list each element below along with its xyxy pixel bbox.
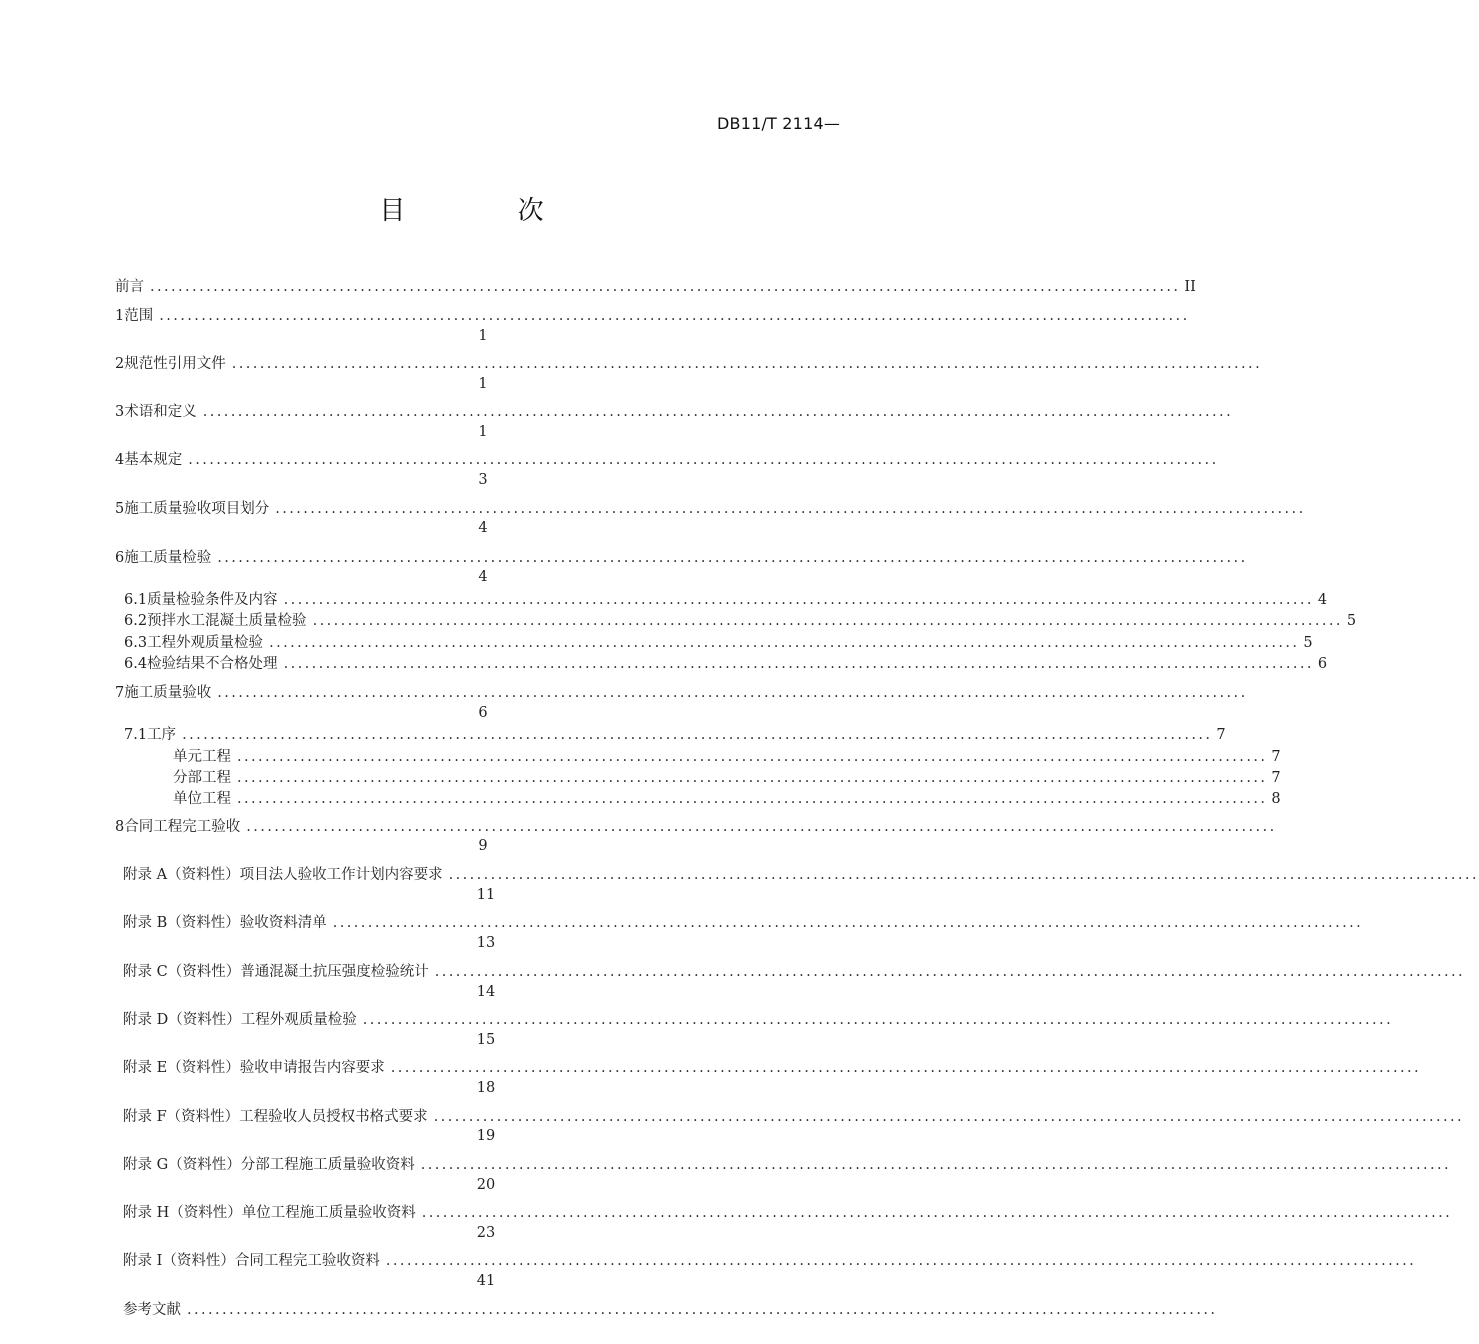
leader-dots: ................................................................................................................................................... — [332, 915, 1364, 931]
leader-dots: ................................................................................................................................................... — [217, 685, 1248, 701]
toc-label: 工序 — [147, 727, 177, 743]
toc-label: 普通混凝土抗压强度检验统计 — [240, 964, 429, 980]
toc-number: 7 — [115, 685, 125, 701]
toc-label: 工程验收人员授权书格式要求 — [239, 1109, 428, 1125]
toc-page-number: 7 — [1271, 749, 1281, 765]
toc-number: 7.1 — [124, 727, 148, 743]
toc-label: 单位工程施工质量验收资料 — [241, 1205, 416, 1221]
toc-entry-appendix-b[interactable] — [123, 913, 1364, 933]
toc-number: 6.2 — [124, 613, 148, 629]
toc-entry-section-6-3[interactable] — [124, 633, 1313, 653]
toc-number: 6.3 — [124, 635, 148, 651]
toc-entry-chapter-8[interactable] — [115, 817, 1277, 837]
toc-page-number: 9 — [478, 838, 488, 854]
leader-dots: ................................................................................................................................................... — [202, 404, 1234, 420]
toc-page-number: 4 — [478, 520, 488, 536]
toc-number: 1 — [115, 308, 125, 324]
leader-dots: ................................................................................................................................................... — [385, 1253, 1417, 1269]
toc-number: 附录 C（资料性） — [123, 964, 241, 980]
leader-dots: ................................................................................................................................................... — [246, 819, 1277, 835]
toc-page-number: 18 — [476, 1080, 496, 1096]
toc-entry-appendix-d[interactable] — [123, 1010, 1394, 1030]
leader-dots: ................................................................................................................................................... — [312, 613, 1343, 629]
toc-entry-appendix-f[interactable] — [123, 1107, 1465, 1127]
leader-dots: ................................................................................................................................................... — [217, 550, 1248, 566]
toc-page-number: 1 — [478, 328, 488, 344]
toc-entry-chapter-4[interactable] — [115, 450, 1219, 470]
toc-entry-appendix-c[interactable] — [123, 962, 1466, 982]
toc-number: 4 — [115, 452, 125, 468]
toc-page-number: 5 — [1303, 635, 1313, 651]
page-title: 目 次 — [379, 196, 596, 226]
toc-label: 分部工程施工质量验收资料 — [240, 1157, 415, 1173]
leader-dots: ................................................................................................................................................... — [237, 791, 1268, 807]
toc-entry-section-6-4[interactable] — [124, 654, 1328, 674]
toc-label: 基本规定 — [124, 452, 183, 468]
toc-label: 单位工程 — [173, 791, 231, 807]
leader-dots: ................................................................................................................................................... — [390, 1060, 1422, 1076]
toc-page-number: 41 — [476, 1273, 496, 1289]
toc-label: 质量检验条件及内容 — [147, 592, 278, 608]
toc-page-number: 7 — [1271, 770, 1281, 786]
toc-label: 工程外观质量检验 — [147, 635, 264, 651]
toc-number: 附录 F（资料性） — [123, 1109, 240, 1125]
toc-number: 附录 D（资料性） — [123, 1012, 241, 1028]
toc-number: 附录 G（资料性） — [123, 1157, 241, 1173]
toc-entry-references[interactable] — [123, 1300, 1218, 1320]
toc-number: 附录 E（资料性） — [123, 1060, 240, 1076]
leader-dots: ................................................................................................................................................... — [448, 867, 1479, 883]
toc-number: 3 — [115, 404, 125, 420]
toc-page-number: 5 — [1346, 613, 1357, 629]
toc-page-number: 6 — [1317, 656, 1328, 672]
leader-dots: ................................................................................................................................................... — [187, 1302, 1218, 1318]
toc-number: 6.1 — [124, 592, 148, 608]
leader-dots: ................................................................................................................................................... — [420, 1157, 1452, 1173]
toc-entry-appendix-e[interactable] — [123, 1058, 1422, 1078]
toc-page-number: 8 — [1271, 791, 1281, 807]
toc-entry-chapter-1[interactable] — [115, 306, 1190, 326]
toc-page-number: II — [1184, 279, 1196, 295]
toc-entry-chapter-3[interactable] — [115, 402, 1234, 422]
toc-number: 2 — [115, 356, 125, 372]
toc-label: 合同工程完工验收资料 — [234, 1253, 380, 1269]
leader-dots: ................................................................................................................................................... — [421, 1205, 1453, 1221]
toc-number: 附录 H（资料性） — [123, 1205, 242, 1221]
leader-dots: ................................................................................................................................................... — [159, 308, 1190, 324]
leader-dots: ................................................................................................................................................... — [188, 452, 1219, 468]
toc-label: 施工质量验收 — [124, 685, 212, 701]
toc-entry-unit-project[interactable] — [173, 789, 1281, 809]
leader-dots: ................................................................................................................................................... — [231, 356, 1263, 372]
toc-entry-section-6-2[interactable] — [124, 611, 1357, 631]
toc-entry-section-6-1[interactable] — [124, 590, 1328, 610]
toc-entry-chapter-5[interactable] — [115, 499, 1306, 519]
toc-label: 分部工程 — [173, 770, 231, 786]
toc-entry-appendix-a[interactable] — [123, 865, 1479, 885]
toc-label: 检验结果不合格处理 — [147, 656, 278, 672]
toc-label: 前言 — [115, 279, 144, 295]
leader-dots: ................................................................................................................................................... — [362, 1012, 1394, 1028]
toc-label: 术语和定义 — [124, 404, 197, 420]
toc-page-number: 1 — [478, 376, 488, 392]
toc-label: 合同工程完工验收 — [124, 819, 241, 835]
leader-dots: ................................................................................................................................................... — [275, 501, 1306, 517]
toc-label: 施工质量验收项目划分 — [124, 501, 270, 517]
toc-label: 参考文献 — [123, 1302, 181, 1318]
toc-number: 附录 I（资料性） — [123, 1253, 235, 1269]
toc-page-number: 14 — [476, 984, 496, 1000]
toc-page-number: 7 — [1216, 727, 1226, 743]
toc-page-number: 3 — [478, 472, 488, 488]
toc-label: 预拌水工混凝土质量检验 — [147, 613, 307, 629]
toc-page-number: 1 — [478, 424, 488, 440]
leader-dots: ................................................................................................................................................... — [150, 279, 1181, 295]
toc-page-number: 20 — [476, 1177, 496, 1193]
toc-entry-preface[interactable] — [115, 277, 1196, 297]
toc-page-number: 19 — [476, 1128, 496, 1144]
document-code: DB11/T 2114— — [717, 114, 841, 133]
toc-page-number: 13 — [476, 935, 496, 951]
toc-number: 6.4 — [124, 656, 148, 672]
toc-page-number: 11 — [476, 887, 496, 903]
leader-dots: ................................................................................................................................................... — [237, 749, 1268, 765]
toc-entry-section-7-1[interactable] — [124, 725, 1226, 745]
toc-entry-appendix-h[interactable] — [123, 1203, 1453, 1223]
toc-label: 施工质量检验 — [124, 550, 212, 566]
toc-entry-appendix-g[interactable] — [123, 1155, 1452, 1175]
toc-entry-appendix-i[interactable] — [123, 1251, 1417, 1271]
toc-entry-unit-works[interactable] — [173, 747, 1281, 767]
leader-dots: ................................................................................................................................................... — [434, 964, 1466, 980]
toc-number: 附录 B（资料性） — [123, 915, 240, 931]
toc-number: 5 — [115, 501, 125, 517]
toc-page-number: 4 — [1317, 592, 1328, 608]
toc-label: 验收资料清单 — [239, 915, 327, 931]
toc-label: 规范性引用文件 — [124, 356, 226, 372]
toc-entry-chapter-7[interactable] — [115, 683, 1248, 703]
toc-page-number: 6 — [478, 705, 488, 721]
toc-label: 工程外观质量检验 — [240, 1012, 357, 1028]
toc-entry-divisional-works[interactable] — [173, 768, 1281, 788]
toc-label: 范围 — [124, 308, 154, 324]
toc-page-number: 23 — [476, 1225, 496, 1241]
toc-page-number: 15 — [476, 1032, 496, 1048]
toc-number: 8 — [115, 819, 125, 835]
leader-dots: ................................................................................................................................................... — [269, 635, 1300, 651]
toc-label: 验收申请报告内容要求 — [239, 1060, 385, 1076]
toc-entry-chapter-2[interactable] — [115, 354, 1263, 374]
toc-page-number: 4 — [478, 569, 488, 585]
toc-label: 项目法人验收工作计划内容要求 — [239, 867, 443, 883]
leader-dots: ................................................................................................................................................... — [283, 656, 1314, 672]
leader-dots: ................................................................................................................................................... — [433, 1109, 1465, 1125]
toc-entry-chapter-6[interactable] — [115, 548, 1248, 568]
leader-dots: ................................................................................................................................................... — [283, 592, 1314, 608]
leader-dots: ................................................................................................................................................... — [237, 770, 1268, 786]
leader-dots: ................................................................................................................................................... — [182, 727, 1213, 743]
toc-label: 单元工程 — [173, 749, 231, 765]
toc-number: 6 — [115, 550, 125, 566]
toc-number: 附录 A（资料性） — [123, 867, 240, 883]
